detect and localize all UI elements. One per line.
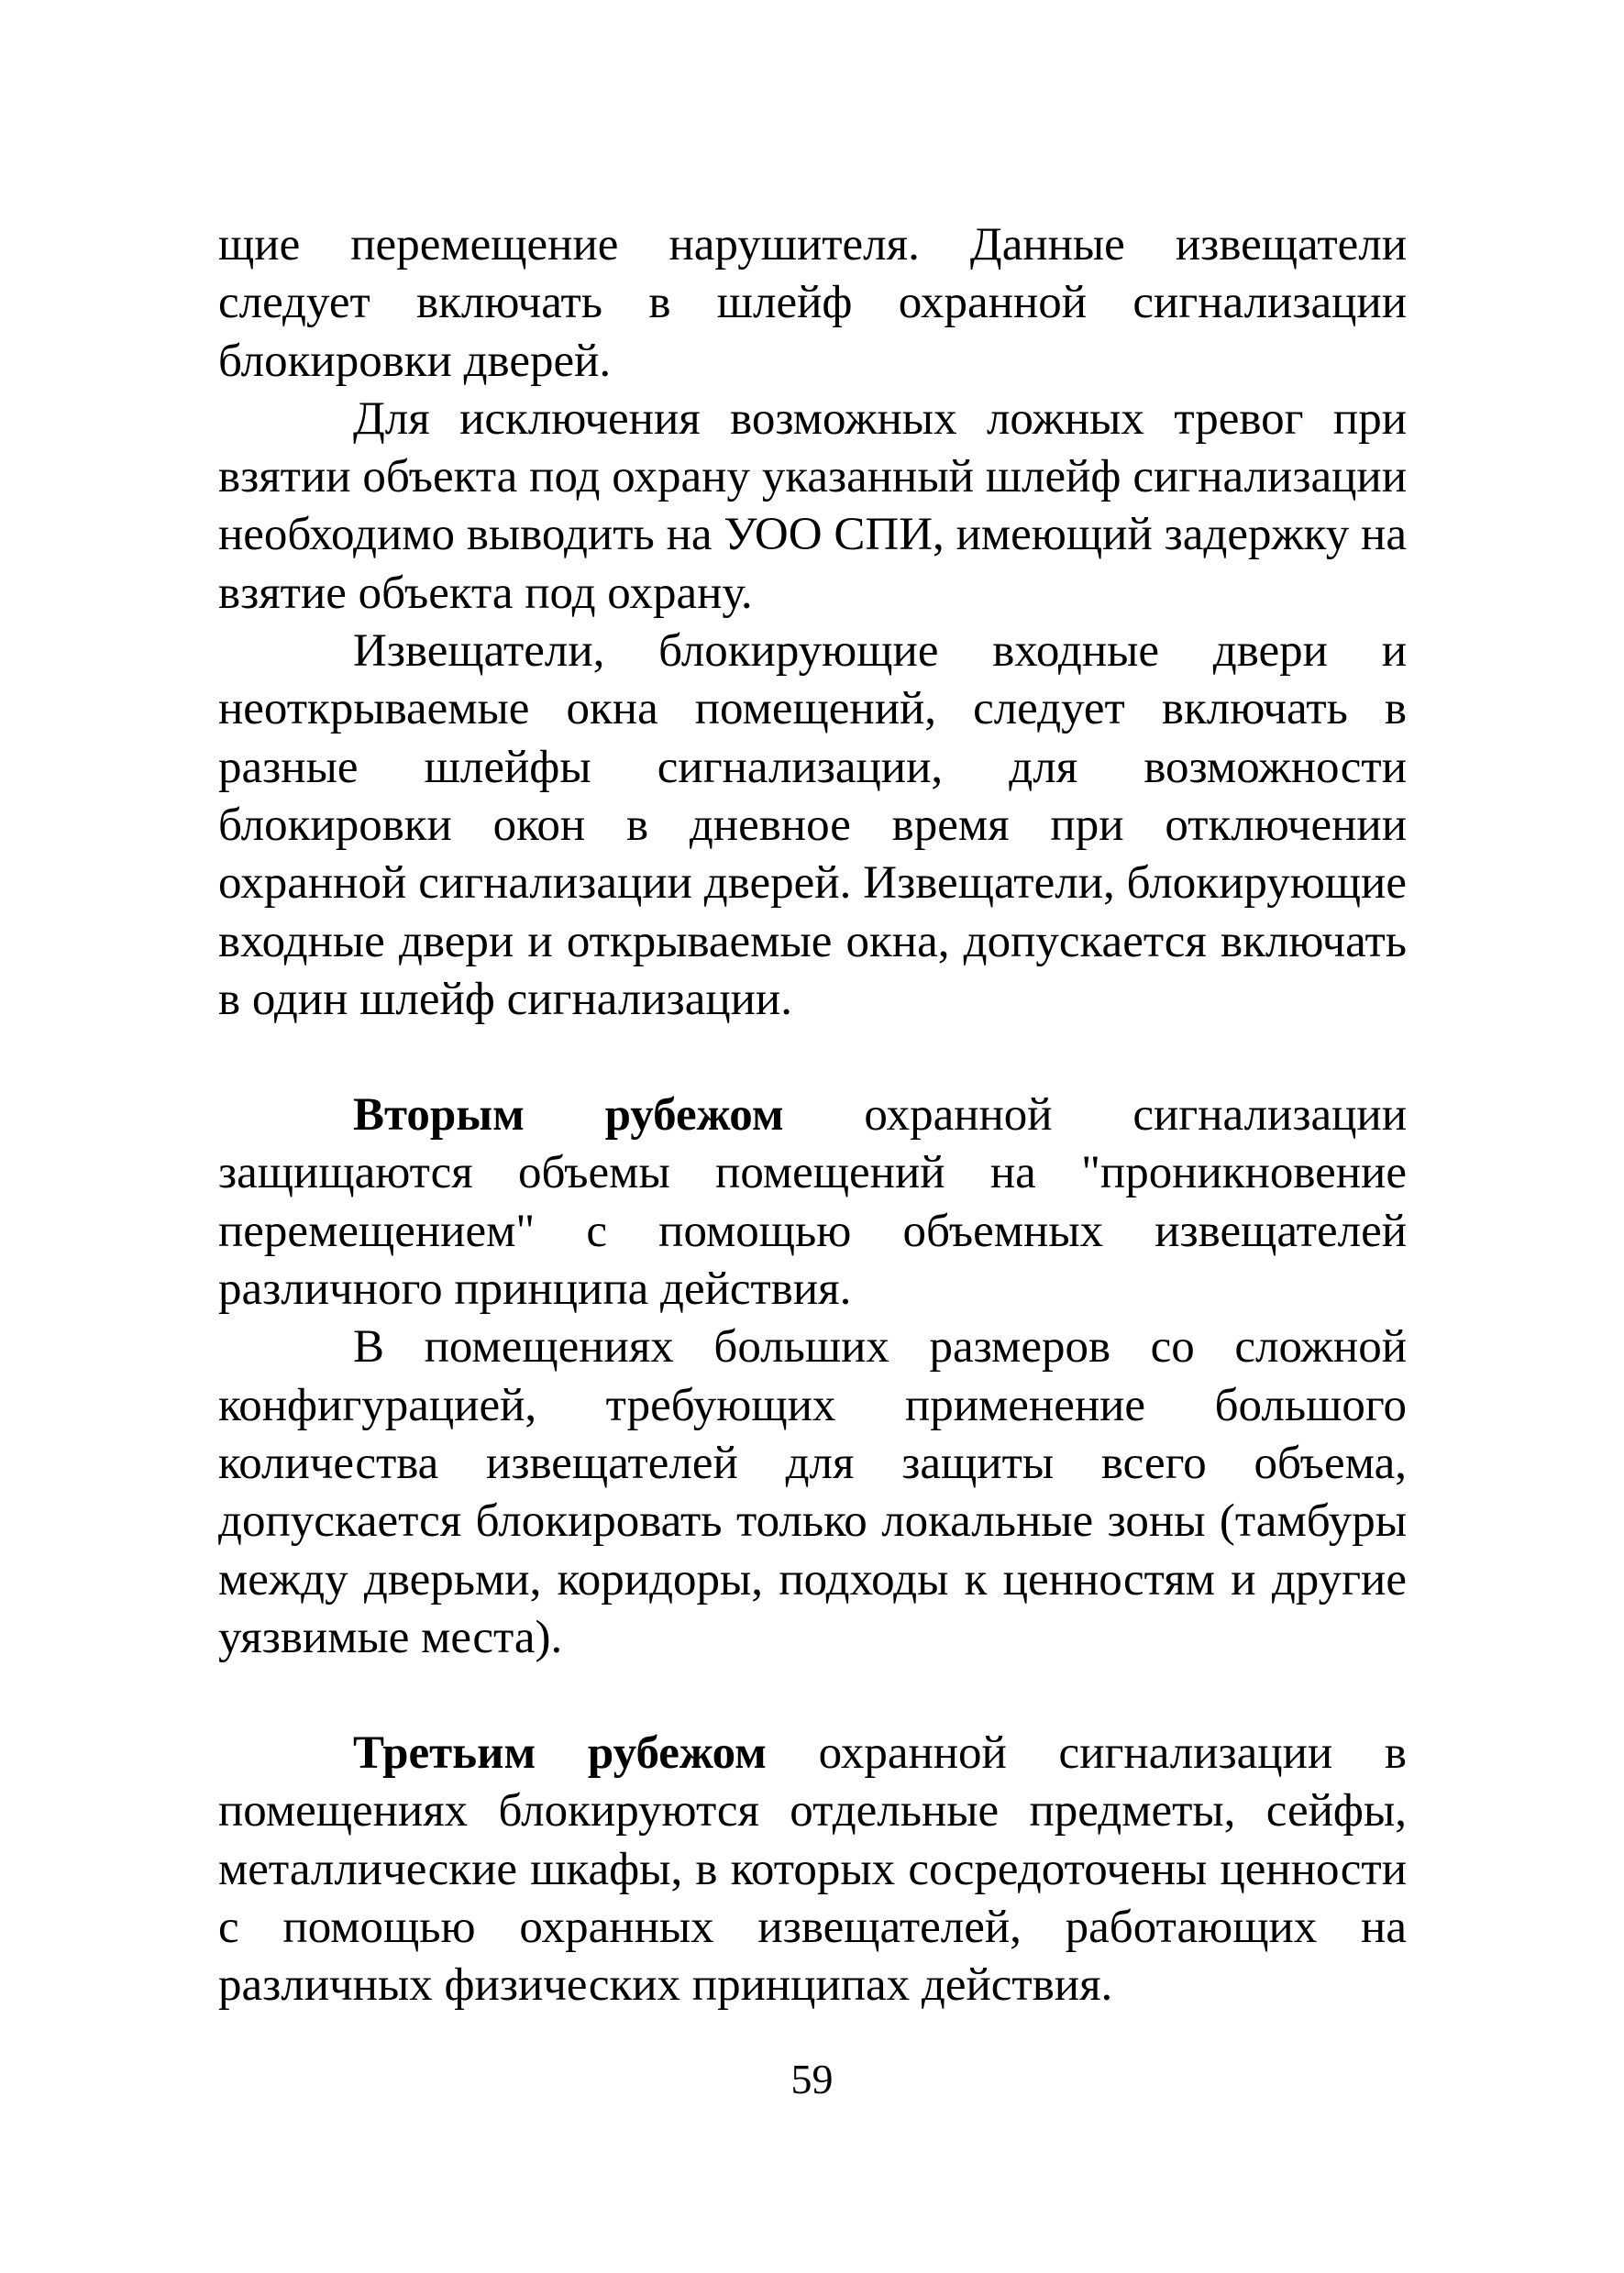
paragraph-continuation: щие перемещение нарушителя. Данные извещатели следует включать в шлейф охранной сигнализации блокировки дверей. bbox=[218, 219, 1407, 387]
paragraph-second-line: Вторым рубежом охранной сигнализации защищаются объемы помещений на "проникновение перемещением" с помощью объемных извещателей различного принципа действия. bbox=[218, 1089, 1407, 1316]
bold-term: Третьим рубежом bbox=[353, 1727, 767, 1780]
bold-term: Вторым рубежом bbox=[353, 1089, 784, 1142]
paragraph-large-rooms: В помещениях больших размеров со сложной конфигурацией, требующих применение большого количества извещателей для защиты всего объема, допускается блокировать только локальные зоны (тамбуры между дверьми, коридоры, подходы к ценностям и другие уязвимые места). bbox=[218, 1321, 1407, 1663]
paragraph-false-alarms: Для исключения возможных ложных тревог при взятии объекта под охрану указанный шлейф сигнализации необходимо выводить на УОО СПИ, имеющий задержку на взятие объекта под охрану. bbox=[218, 392, 1407, 619]
page-number: 59 bbox=[790, 2056, 834, 2102]
body-text bbox=[218, 216, 1407, 2015]
paragraph-third-line: Третьим рубежом охранной сигнализации в помещениях блокируются отдельные предметы, сейфы, металлические шкафы, в которых сосредоточены ценности с помощью охранных извещателей, работающих на различных физических принципах действия. bbox=[218, 1727, 1407, 2012]
paragraph-door-window-detectors: Извещатели, блокирующие входные двери и неоткрываемые окна помещений, следует включать в разные шлейфы сигнализации, для возможности блокировки окон в дневное время при отключении охранной сигнализации дверей. Извещатели, блокирующие входные двери и открываемые окна, допускается включать в один шлейф сигнализации. bbox=[218, 625, 1407, 1025]
